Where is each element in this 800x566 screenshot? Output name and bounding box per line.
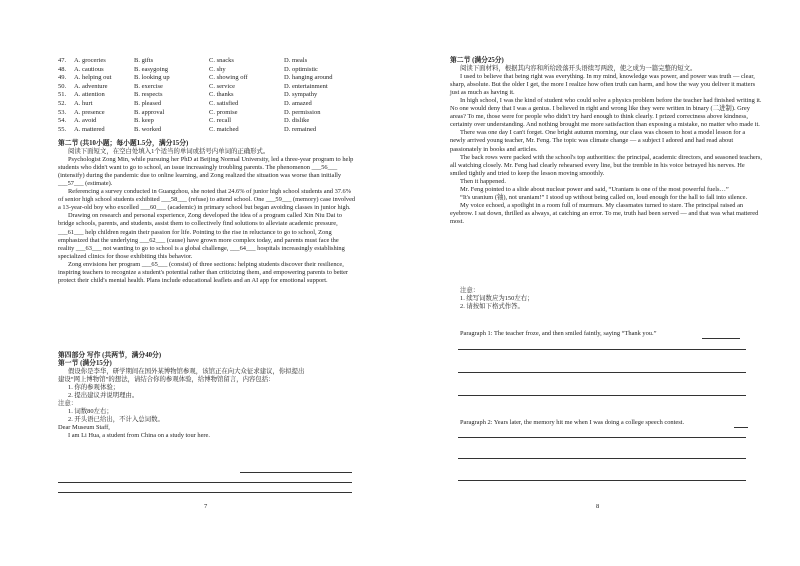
option-a: A. adventure	[74, 82, 108, 90]
salutation: Dear Museum Staff,	[58, 424, 110, 432]
note-line: 2. 请按如下格式作答。	[460, 303, 524, 311]
option-b: B. respects	[134, 91, 163, 99]
part4-sec1-title: 第一节 (满分15分)	[58, 360, 112, 368]
continuation-section	[450, 57, 762, 226]
option-d: D. entertainment	[284, 82, 328, 90]
question-number: 52.	[58, 99, 67, 107]
option-a: A. mattered	[74, 125, 105, 133]
option-c: C. shy	[209, 65, 226, 73]
option-row	[58, 100, 364, 109]
grammar-section	[58, 140, 356, 285]
option-row	[58, 91, 364, 100]
option-b: B. gifts	[134, 57, 154, 64]
part4-title: 第四部分 写作 (共两节，满分40分)	[58, 352, 162, 359]
note-label: 注意：	[58, 400, 78, 408]
answer-line	[240, 472, 352, 473]
question-number: 49.	[58, 74, 67, 82]
answer-line	[58, 482, 352, 483]
option-a: A. presence	[74, 108, 105, 116]
answer-line	[58, 492, 352, 493]
paragraph1-text: Paragraph 1: The teacher froze, and then smiled faintly, saying “Thank you.”	[460, 330, 657, 337]
option-c: C. matched	[209, 125, 239, 133]
option-b: B. pleased	[134, 99, 162, 107]
answer-line	[702, 338, 740, 339]
answer-line	[458, 437, 746, 438]
question-number: 53.	[58, 108, 67, 116]
answer-line	[458, 349, 746, 350]
page-number: 7	[204, 503, 208, 510]
option-row	[58, 126, 364, 135]
option-c: C. snacks	[209, 57, 234, 64]
question-number: 50.	[58, 82, 67, 90]
instruction: 阅读下面材料，根据其内容和所给段落开头语续写两段，使之成为一篇完整的短文。	[460, 65, 697, 73]
story-paragraph: My voice echoed, a spotlight in a room full of murmurs. My classmates turned to stare. The principal raised an eyebrow. I sat down, thrilled as always, at catching an error. To me, truth had been served — and that was what mattered most.	[450, 201, 759, 225]
option-row	[58, 83, 364, 92]
option-a: A. avoid	[74, 117, 97, 125]
story-paragraph: “It's uranium (铀), not uraniam!” I stood up without being called on, loud enough for the hall to fall into silence.	[460, 193, 748, 201]
option-b: B. exercise	[134, 82, 163, 90]
option-d: D. hanging around	[284, 74, 333, 82]
option-a: A. cautious	[74, 65, 104, 73]
option-b: B. worked	[134, 125, 162, 133]
note-line: 1. 续写词数应为150左右；	[460, 295, 534, 303]
option-d: D. meals	[284, 57, 308, 64]
question-number: 55.	[58, 125, 67, 133]
section2-instruction: 阅读下面短文，在空白处填入1个适当的单词或括号内单词的正确形式。	[68, 148, 270, 156]
option-c: C. satisfied	[209, 99, 239, 107]
writing1-prompt-line: 建设“网上博物馆”的想法，请结合你的参观体验，给博物馆留言，内容包括：	[58, 376, 275, 384]
option-row	[58, 74, 364, 83]
passage-paragraph: Drawing on research and personal experience, Zong developed the idea of a program called Xin Niu Dai to bridge schools, parents, and students, assist them to collectively find solutions to alleviate academic pressure, ___61___ help children regain their passion for life. Pointing to the rise in reluctance to go to school, Zong emphasized that the underlying ___62___ (cause) have grown more complex today, and parents must face the reality ___63___ not wanting to go to school is a global challenge, ___64___ hospitals increasingly establishing specialized clinics for those exhibiting this behavior.	[58, 212, 345, 260]
answer-line	[458, 480, 746, 481]
page-number: 8	[596, 503, 600, 510]
option-a: A. groceries	[74, 57, 106, 64]
story-paragraph: In high school, I was the kind of student who could solve a physics problem before the teacher had finished writing it. No one would deny that I was a genius. I believed in right and wrong like they were written in binary (二进制). Grey areas? To me, those were for people who didn't try hard enough to think clearly. I prized correctness above kindness, certainty over understanding. And nothing brought me more satisfaction than exposing a mistake, no matter who made it.	[450, 97, 762, 129]
options-table	[58, 57, 364, 134]
opening-line: I am Li Hua, a student from China on a study tour here.	[68, 432, 210, 440]
option-d: D. dislike	[284, 117, 310, 125]
question-number: 47.	[58, 57, 67, 64]
question-number: 54.	[58, 117, 67, 125]
paragraph2-prompt	[460, 419, 760, 427]
option-row	[58, 57, 364, 66]
story-passage	[450, 73, 762, 226]
option-b: B. keep	[134, 117, 154, 125]
option-c: C. recall	[209, 117, 232, 125]
option-row	[58, 66, 364, 75]
option-row	[58, 117, 364, 126]
paragraph2-text: Paragraph 2: Years later, the memory hit me when I was doing a college speech contest.	[460, 419, 685, 426]
note-line: 2. 开头语已给出，不计入总词数。	[68, 416, 164, 424]
option-a: A. hurt	[74, 99, 93, 107]
grammar-passage	[58, 156, 356, 285]
note-label: 注意：	[460, 287, 480, 294]
option-row	[58, 109, 364, 118]
story-paragraph: There was one day I can't forget. One bright autumn morning, our class was chosen to host a model lesson for a newly arrived young teacher, Mr. Feng. The topic was climate change — a subject I adored and had read about passionately in books and articles.	[450, 129, 746, 153]
story-paragraph: The back rows were packed with the school's top authorities: the principal, academic directors, and seasoned teachers, all watching closely. Mr. Feng had clearly rehearsed every line, but the tremble in his voice betrayed his nerves. He smiled tightly and tried to keep the lesson moving smoothly.	[450, 153, 762, 177]
option-c: C. promise	[209, 108, 238, 116]
option-c: C. service	[209, 82, 235, 90]
writing-section	[58, 352, 356, 441]
option-d: D. sympathy	[284, 91, 318, 99]
paragraph1-prompt	[460, 330, 760, 338]
option-c: C. thanks	[209, 91, 234, 99]
option-d: D. permission	[284, 108, 321, 116]
option-b: B. approval	[134, 108, 165, 116]
question-number: 48.	[58, 65, 67, 73]
section2-title: 第二节 (共10小题；每小题1.5分，满分15分)	[58, 140, 189, 147]
question-number: 51.	[58, 91, 67, 99]
option-d: D. amazed	[284, 99, 312, 107]
notes-block	[450, 287, 762, 311]
option-d: D. remained	[284, 125, 317, 133]
option-c: C. showing off	[209, 74, 248, 82]
answer-line	[458, 395, 746, 396]
writing1-prompt-line: 1. 你的参观体验；	[68, 384, 120, 392]
answer-line	[458, 458, 746, 459]
passage-paragraph: Zong envisions her program ___65___ (consist) of three sections: helping students discover their resilience, inspiring teachers to recognize a student's potential rather than criticizing them, and empowering parents to better protect their child's mental health. Plans include educational leaflets and an AI app for emotional support.	[58, 260, 349, 284]
passage-paragraph: Referencing a survey conducted in Guangzhou, she noted that 24.6% of junior high school students and 37.6% of senior high school students exhibited ___58___ (refuse) to attend school. One ___59___ (memory) case involved a 13-year-old boy who excelled ___60___ (academic) in primary school but began avoiding classes in junior high.	[58, 188, 356, 212]
writing1-prompt-line: 假设你是李华，研学期间在国外某博物馆参观，该馆正在向大众征求建议，你拟提出	[68, 368, 305, 376]
note-line: 1. 词数80左右；	[68, 408, 113, 416]
answer-line	[458, 372, 746, 373]
section-title: 第二节 (满分25分)	[450, 57, 504, 64]
option-b: B. looking up	[134, 74, 170, 82]
option-a: A. helping out	[74, 74, 112, 82]
answer-line	[734, 427, 748, 428]
passage-paragraph: Psychologist Zong Min, while pursuing her PhD at Beijing Normal University, led a three-year program to help students who didn't want to go to school, an issue increasingly troubling parents. The phenomenon ___56___ (intensify) during the pandemic due to online learning, and Zong realized the situation was worse than initially ___57___ (estimate).	[58, 156, 354, 188]
story-paragraph: Mr. Feng pointed to a slide about nuclear power and said, “Uraniam is one of the most powerful fuels…”	[460, 185, 729, 193]
story-paragraph: I used to believe that being right was everything. In my mind, knowledge was power, and power was truth — clear, sharp, absolute. But the older I get, the more I realize how often truth can harm, and how the way you deliver it matters just as much as having it.	[450, 73, 756, 97]
right-page	[400, 0, 800, 566]
options-body	[58, 57, 364, 134]
option-b: B. easygoing	[134, 65, 168, 73]
option-d: D. optimistic	[284, 65, 318, 73]
writing1-prompt-line: 2. 提出建议并说明理由。	[68, 392, 139, 400]
option-a: A. attention	[74, 91, 105, 99]
story-paragraph: Then it happened.	[460, 177, 506, 185]
